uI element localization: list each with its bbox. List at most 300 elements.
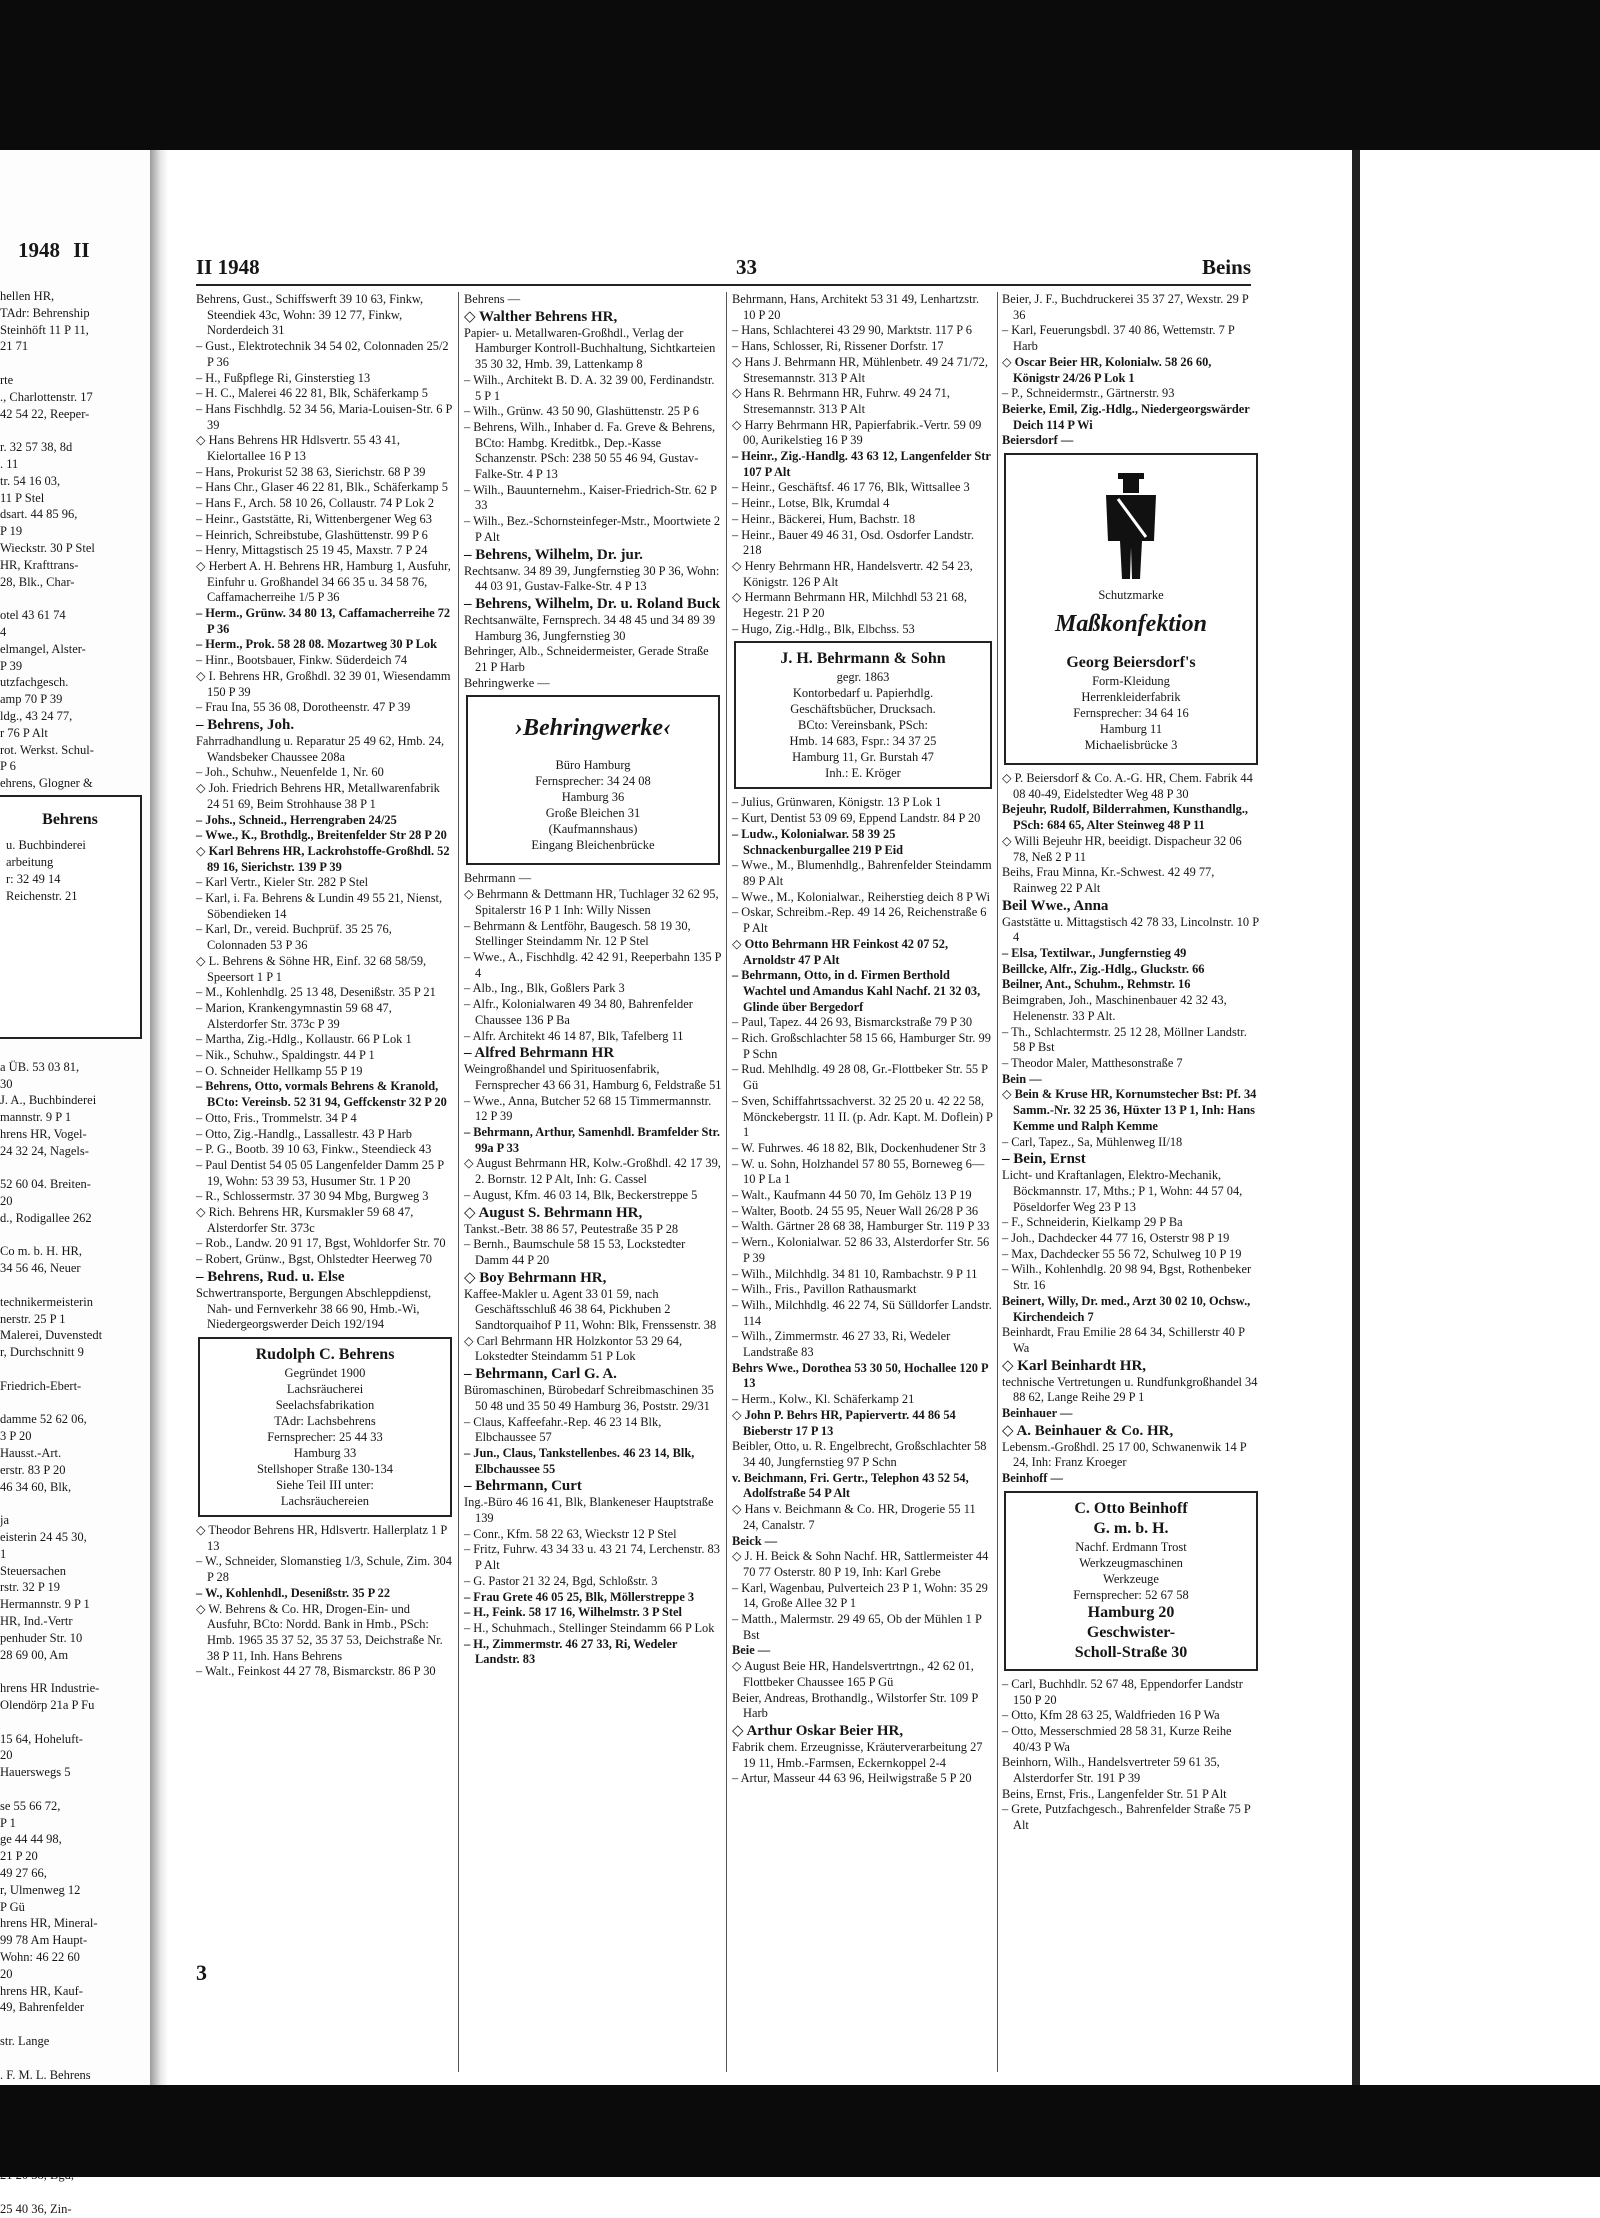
left-page-line: se 55 66 72, <box>0 1798 61 1813</box>
directory-entry: – Marion, Krankengymnastin 59 68 47, Alsterdorfer Str. 373c P 39 <box>196 1000 392 1031</box>
directory-entry: ◇ Oscar Beier HR, Kolonialw. 58 26 60, Königstr 24/26 P Lok 1 <box>1002 354 1212 385</box>
directory-entry: – Heinr., Gaststätte, Ri, Wittenbergener Weg 63 <box>196 511 432 526</box>
directory-entry: – H. C., Malerei 46 22 81, Blk, Schäferkamp 5 <box>196 386 428 401</box>
left-page-line <box>0 1781 148 1798</box>
directory-entry: – Rud. Mehlhdlg. 49 28 08, Gr.-Flottbeker Str. 55 P Gü <box>732 1062 988 1093</box>
column-divider <box>726 292 727 2072</box>
directory-entry: – P. G., Bootb. 39 10 63, Finkw., Steendieck 43 <box>196 1142 432 1157</box>
directory-entry: – Wern., Kolonialwar. 52 86 33, Alsterdorfer Str. 56 P 39 <box>732 1235 990 1265</box>
directory-entry: – Rob., Landw. 20 91 17, Bgst, Wohldorfer Str. 70 <box>196 1236 446 1251</box>
left-page-line: 28 69 00, Am <box>0 1647 69 1662</box>
left-page-line: amp 70 P 39 <box>0 692 63 707</box>
directory-entry: – Carl, Tapez., Sa, Mühlenweg II/18 <box>1002 1134 1183 1149</box>
column-1-entries-b <box>196 1523 454 1680</box>
left-page-line: HR, Krafttrans- <box>0 557 79 572</box>
ad-line: BCto: Vereinsbank, PSch: <box>798 718 928 733</box>
header-rule <box>196 284 1251 286</box>
left-page-line <box>0 1159 148 1176</box>
directory-entry: Tankst.-Betr. 38 86 57, Peutestraße 35 P 28 <box>464 1221 679 1236</box>
header-page-number: 33 <box>736 255 757 279</box>
directory-entry: – Grete, Putzfachgesch., Bahrenfelder Straße 75 P Alt <box>1002 1802 1251 1833</box>
directory-entry: – Walt., Kaufmann 44 50 70, Im Gehölz 13 P 19 <box>732 1188 972 1203</box>
left-page-line: 42 54 22, Reeper- <box>0 406 90 421</box>
left-page-line: HR, Ind.-Vertr <box>0 1614 73 1628</box>
column-1-entries <box>196 292 454 1333</box>
directory-entry: Beil Wwe., Anna <box>1002 897 1109 914</box>
left-page-line: Co m. b. H. HR, <box>0 1244 82 1259</box>
left-page-line: d., Rodigallee 262 <box>0 1210 92 1225</box>
directory-entry: – Otto, Fris., Trommelstr. 34 P 4 <box>196 1110 357 1125</box>
column-4-entries-b <box>1002 771 1260 1487</box>
page-header <box>196 255 1251 285</box>
directory-entry: – W. Fuhrwes. 46 18 82, Blk, Dockenhudener Str 3 <box>732 1140 986 1155</box>
left-page-line: 25 40 36, Zin- <box>0 2201 72 2216</box>
directory-entry: ◇ Hans Behrens HR Hdlsvertr. 55 43 41, Kielortallee 16 P 13 <box>196 433 400 464</box>
ad-beiersdorf-trademark: Schutzmarke <box>1098 588 1164 603</box>
directory-entry: ◇ Boy Behrmann HR, <box>464 1269 607 1286</box>
directory-entry: Ing.-Büro 46 16 41, Blk, Blankeneser Hauptstraße 139 <box>464 1495 714 1526</box>
left-page-line: Wohn: 46 22 60 <box>0 1949 80 1964</box>
left-page-line: nerstr. 25 P 1 <box>0 1311 66 1326</box>
directory-entry: – O. Schneider Hellkamp 55 P 19 <box>196 1063 363 1078</box>
directory-entry: – Behrens, Rud. u. Else <box>196 1268 345 1285</box>
left-page-line: hellen HR, <box>0 289 55 303</box>
ad-line: Fernsprecher: 25 44 33 <box>267 1430 383 1444</box>
left-page-line: 1 <box>0 1546 7 1561</box>
left-page-line: a ÜB. 53 03 81, <box>0 1059 80 1074</box>
left-page-line: rstr. 32 P 19 <box>0 1580 60 1595</box>
directory-entry: – Ludw., Kolonialwar. 58 39 25 Schnackenburgallee 219 P Eid <box>732 826 904 857</box>
directory-entry: – Bernh., Baumschule 58 15 53, Lockstedter Damm 44 P 20 <box>464 1237 686 1267</box>
directory-entry: – Walt., Feinkost 44 27 78, Bismarckstr. 86 P 30 <box>196 1664 436 1679</box>
ad-line: Form-Kleidung <box>1092 674 1170 689</box>
directory-entry: – Frau Ina, 55 36 08, Dorotheenstr. 47 P 39 <box>196 700 411 715</box>
left-page-line: 46 34 60, Blk, <box>0 1479 72 1494</box>
directory-entry: – Herm., Grünw. 34 80 13, Caffamacherreihe 72 P 36 <box>196 606 451 636</box>
directory-entry: – R., Schlossermstr. 37 30 94 Mbg, Burgweg 3 <box>196 1189 429 1204</box>
left-page-line: P 19 <box>0 524 23 539</box>
directory-entry: – Behrmann, Carl G. A. <box>464 1366 617 1383</box>
ad-rudolph-behrens <box>198 1337 452 1517</box>
ad-beiersdorf-lines <box>1012 673 1250 753</box>
directory-entry: Beinhorn, Wilh., Handelsvertreter 59 61 35, Alsterdorfer Str. 191 P 39 <box>1002 1755 1220 1786</box>
left-page-line <box>0 355 148 372</box>
directory-entry: v. Beichmann, Fri. Gertr., Telephon 43 52 54, Adolfstraße 54 P Alt <box>732 1470 969 1501</box>
left-box-line: r: 32 49 14 <box>6 872 61 886</box>
directory-entry: Licht- und Kraftanlagen, Elektro-Mechanik, Böckmannstr. 17, Mths.; P 1, Wohn: 44 57 04, Pöseldorfer Weg 23 P 13 <box>1002 1168 1243 1214</box>
left-page-line <box>0 1663 148 1680</box>
directory-entry: – Hans, Prokurist 52 38 63, Sierichstr. 68 P 39 <box>196 464 426 479</box>
directory-entry: ◇ Hans J. Behrmann HR, Mühlenbetr. 49 24 71/72, Stresemannstr. 313 P Alt <box>732 354 988 385</box>
directory-entry: – Karl Vertr., Kieler Str. 282 P Stel <box>196 875 369 890</box>
directory-entry: ◇ Hermann Behrmann HR, Milchhdl 53 21 68, Hegestr. 21 P 20 <box>732 590 967 621</box>
ad-line: Seelachsfabrikation <box>275 1398 375 1412</box>
directory-entry: Fahrradhandlung u. Reparatur 25 49 62, Hmb. 24, Wandsbeker Chaussee 208a <box>196 733 445 764</box>
directory-entry: – H., Schuhmach., Stellinger Steindamm 66 P Lok <box>464 1621 715 1635</box>
left-page-line: erstr. 83 P 20 <box>0 1462 66 1477</box>
directory-entry: ◇ Harry Behrmann HR, Papierfabrik.-Vertr. 59 09 00, Aurikelstieg 16 P 39 <box>732 417 982 448</box>
directory-entry: ◇ August Beie HR, Handelsvertrtngn., 42 62 01, Flottbeker Chaussee 165 P Gü <box>732 1659 974 1689</box>
directory-entry: Beilner, Ant., Schuhm., Rehmstr. 16 <box>1002 977 1191 992</box>
left-page-line: r. 32 57 38, 8d <box>0 440 73 455</box>
directory-entry: – Hans Fischhdlg. 52 34 56, Maria-Louisen-Str. 6 P 39 <box>196 401 452 432</box>
left-page-line: 21 71 <box>0 339 29 354</box>
left-page-line: damme 52 62 06, <box>0 1412 87 1427</box>
left-page-line: 20 <box>0 1966 13 1981</box>
left-page-line: 28, Blk., Char- <box>0 574 75 589</box>
directory-entry: – P., Schneidermstr., Gärtnerstr. 93 <box>1002 386 1175 401</box>
left-page-line <box>0 1495 148 1512</box>
directory-entry: Bejeuhr, Rudolf, Bilderrahmen, Kunsthandlg., PSch: 684 65, Alter Steinweg 48 P 11 <box>1002 802 1249 833</box>
directory-entry: Beick — <box>732 1533 778 1548</box>
directory-entry: – Elsa, Textilwar., Jungfernstieg 49 <box>1002 946 1187 961</box>
left-box-line: arbeitung <box>6 855 54 869</box>
ad-line: Eingang Bleichenbrücke <box>531 838 655 853</box>
directory-entry: – Matth., Malermstr. 29 49 65, Ob der Mühlen 1 P Bst <box>732 1612 982 1642</box>
ad-jh-title: J. H. Behrmann & Sohn <box>780 650 946 668</box>
directory-entry: – Wilh., Architekt B. D. A. 32 39 00, Ferdinandstr. 5 P 1 <box>464 372 715 403</box>
ad-line: Kontorbedarf u. Papierhdlg. <box>792 686 934 701</box>
ad-line: Büro Hamburg <box>555 758 631 773</box>
column-divider <box>458 292 459 2072</box>
directory-entry: – Behrens, Wilhelm, Dr. u. Roland Buck <box>464 595 721 612</box>
directory-entry: – Martha, Zig.-Hdlg., Kollaustr. 66 P Lok 1 <box>196 1032 412 1047</box>
directory-entry: – Herm., Kolw., Kl. Schäferkamp 21 <box>732 1392 915 1407</box>
directory-entry: ◇ Henry Behrmann HR, Handelsvertr. 42 54 23, Königstr. 126 P Alt <box>732 558 973 589</box>
ad-line: Stellshoper Straße 130-134 <box>256 1462 394 1476</box>
directory-entry: – Wwe., A., Fischhdlg. 42 42 91, Reeperbahn 135 P 4 <box>464 949 722 980</box>
ad-line: Fernsprecher: 52 67 58 <box>1073 1587 1189 1602</box>
left-page-line: tr. 54 16 03, <box>0 473 61 488</box>
directory-entry: ◇ Karl Beinhardt HR, <box>1002 1357 1147 1374</box>
directory-entry: ◇ Otto Behrmann HR Feinkost 42 07 52, Arnoldstr 47 P Alt <box>732 936 949 967</box>
ad-behringwerke <box>466 695 720 865</box>
directory-entry: – Herm., Prok. 58 28 08. Mozartweg 30 P Lok <box>196 637 438 652</box>
directory-entry: ◇ Joh. Friedrich Behrens HR, Metallwarenfabrik 24 51 69, Beim Strohhause 38 P 1 <box>196 781 440 811</box>
left-page-line: 20 <box>0 1194 13 1209</box>
directory-entry: ◇ Hans R. Behrmann HR, Fuhrw. 49 24 71, Stresemannstr. 313 P Alt <box>732 386 950 416</box>
directory-entry: – Wwe., K., Brothdlg., Breitenfelder Str 28 P 20 <box>196 828 447 843</box>
left-page-line: r 76 P Alt <box>0 725 48 740</box>
column-2 <box>464 292 722 2082</box>
directory-entry: – W. u. Sohn, Holzhandel 57 80 55, Borneweg 6—10 P La 1 <box>732 1156 985 1187</box>
left-page-line: Friedrich-Ebert- <box>0 1378 82 1393</box>
directory-entry: – Behrmann, Arthur, Samenhdl. Bramfelder Str. 99a P 33 <box>464 1125 720 1155</box>
left-page-line: TAdr: Behrenship <box>0 305 90 320</box>
directory-entry: Gaststätte u. Mittagstisch 42 78 33, Lincolnstr. 10 P 4 <box>1002 914 1259 945</box>
left-page-line: ldg., 43 24 77, <box>0 708 73 723</box>
directory-entry: – Wilh., Bez.-Schornsteinfeger-Mstr., Moortwiete 2 P Alt <box>464 514 721 544</box>
left-page-line: eisterin 24 45 30, <box>0 1530 87 1545</box>
left-page-line: mannstr. 9 P 1 <box>0 1110 72 1125</box>
directory-entry: – Frau Grete 46 05 25, Blk, Möllerstreppe 3 <box>464 1589 695 1604</box>
ad-line: Herrenkleiderfabrik <box>1081 690 1181 705</box>
directory-entry: – Paul, Tapez. 44 26 93, Bismarckstraße 79 P 30 <box>732 1015 973 1030</box>
ad-line: Hamburg 33 <box>293 1446 357 1460</box>
left-page-line <box>0 2016 148 2033</box>
column-3 <box>732 292 994 2082</box>
directory-entry: – Alfr., Kolonialwaren 49 34 80, Bahrenfelder Chaussee 136 P Ba <box>464 997 693 1027</box>
directory-entry: Beier, Andreas, Brothandlg., Wilstorfer Str. 109 P Harb <box>732 1690 978 1721</box>
ad-line: Nachf. Erdmann Trost <box>1075 1539 1187 1554</box>
directory-entry: Weingroßhandel und Spirituosenfabrik, Fernsprecher 43 66 31, Hamburg 6, Feldstraße 51 <box>464 1062 722 1092</box>
ad-line: Hamburg 20 <box>1087 1603 1175 1621</box>
directory-entry: Behringwerke — <box>464 675 550 690</box>
directory-page <box>168 150 1352 2085</box>
directory-entry: – Otto, Messerschmied 28 58 31, Kurze Reihe 40/43 P Wa <box>1002 1723 1232 1754</box>
directory-entry: ◇ J. H. Beick & Sohn Nachf. HR, Sattlermeister 44 70 77 Osterstr. 80 P 19, Inh: Karl Grebe <box>732 1549 989 1579</box>
directory-entry: – Wilh., Fris., Pavillon Rathausmarkt <box>732 1282 917 1297</box>
ad-line: (Kaufmannshaus) <box>548 822 638 837</box>
directory-entry: – M., Kohlenhdlg. 25 13 48, Desenißstr. 35 P 21 <box>196 985 436 1000</box>
ad-line: gegr. 1863 <box>836 670 890 685</box>
directory-entry: – Karl, Feuerungsbdl. 37 40 86, Wettemstr. 7 P Harb <box>1002 323 1235 354</box>
directory-entry: – Karl, i. Fa. Behrens & Lundin 49 55 21, Nienst, Söbendieken 14 <box>196 891 443 921</box>
directory-entry: – Heinr., Geschäftsf. 46 17 76, Blk, Wittsallee 3 <box>732 480 970 495</box>
directory-entry: Behrmann — <box>464 871 532 886</box>
left-page-line: P 6 <box>0 759 16 774</box>
scanner-border-top <box>0 0 1600 150</box>
left-box-lines <box>0 837 140 905</box>
directory-entry: ◇ Hans v. Beichmann & Co. HR, Drogerie 55 11 24, Canalstr. 7 <box>732 1502 976 1532</box>
directory-entry: – Max, Dachdecker 55 56 72, Schulweg 10 P 19 <box>1002 1246 1242 1261</box>
directory-entry: – Johs., Schneid., Herrengraben 24/25 <box>196 812 397 827</box>
left-page-line: hrens HR, Kauf- <box>0 1983 83 1998</box>
directory-entry: – Kurt, Dentist 53 09 69, Eppend Landstr. 84 P 20 <box>732 811 981 826</box>
left-page-line: r, Durchschnitt 9 <box>0 1345 84 1360</box>
directory-entry: ◇ Theodor Behrens HR, Hdlsvertr. Hallerplatz 1 P 13 <box>196 1523 447 1553</box>
ad-line: Große Bleichen 31 <box>545 806 641 821</box>
ad-beiersdorf-title: Georg Beiersdorf's <box>1066 654 1196 672</box>
directory-entry: – Karl, Wagenbau, Pulverteich 23 P 1, Wohn: 35 29 14, Große Allee 32 P 1 <box>732 1580 988 1611</box>
directory-entry: Büromaschinen, Bürobedarf Schreibmaschinen 35 50 48 und 35 50 49 Hamburg 36, Poststr. 29/31 <box>464 1383 714 1413</box>
left-page-line: 34 56 46, Neuer <box>0 1261 81 1276</box>
directory-entry: Beinhardt, Frau Emilie 28 64 34, Schillerstr 40 P Wa <box>1002 1325 1245 1355</box>
left-page-line: Steinhöft 11 P 11, <box>0 322 89 337</box>
left-page-line <box>0 422 148 439</box>
directory-entry: – Wwe., M., Kolonialwar., Reiherstieg deich 8 P Wi <box>732 889 991 904</box>
directory-entry: – Alfred Behrmann HR <box>464 1045 615 1062</box>
directory-entry: ◇ Behrmann & Dettmann HR, Tuchlager 32 62 95, Spitalerstr 16 P 1 Inh: Willy Nissen <box>464 887 719 917</box>
left-page-line: str. Lange <box>0 2033 50 2048</box>
left-page-line: P Gü <box>0 1899 25 1914</box>
left-page-line: J. A., Buchbinderei <box>0 1093 97 1108</box>
directory-entry: – Heinr., Zig.-Handlg. 43 63 12, Langenfelder Str 107 P Alt <box>732 449 991 479</box>
directory-entry: – Joh., Dachdecker 44 77 16, Osterstr 98 P 19 <box>1002 1231 1230 1246</box>
left-page-line <box>0 1227 148 1244</box>
directory-entry: – Artur, Masseur 44 63 96, Heilwigstraße 5 P 20 <box>732 1771 972 1786</box>
directory-entry: ◇ Bein & Kruse HR, Kornumstecher Bst: Pf. 34 Samm.-Nr. 32 25 36, Hüxter 13 P 1, Inh: Hans Kemme und Ralph Kemme <box>1002 1087 1257 1133</box>
ad-line: Scholl-Straße 30 <box>1074 1643 1188 1661</box>
left-page-line: 99 78 Am Haupt- <box>0 1933 88 1948</box>
directory-entry: ◇ A. Beinhauer & Co. HR, <box>1002 1422 1174 1439</box>
directory-entry: ◇ L. Behrens & Söhne HR, Einf. 32 68 58/59, Speersort 1 P 1 <box>196 953 427 984</box>
left-page-line: . F. M. L. Behrens <box>0 2067 91 2082</box>
left-page-line: . 11 <box>0 456 19 471</box>
column-divider <box>997 292 998 2072</box>
ad-line: Werkzeugmaschinen <box>1079 1555 1183 1570</box>
ad-line: Hmb. 14 683, Fspr.: 34 37 25 <box>789 734 937 749</box>
left-page-header <box>18 238 90 263</box>
directory-entry: – Behrmann, Otto, in d. Firmen Berthold Wachtel und Amandus Kahl Nachf. 21 32 03, Glinde über Bergedorf <box>732 968 981 1014</box>
directory-entry: – W., Kohlenhdl., Desenißstr. 35 P 22 <box>196 1585 391 1600</box>
left-page-line <box>0 2050 148 2067</box>
directory-entry: Rechtsanwälte, Fernsprech. 34 48 45 und 34 89 39 Hamburg 36, Jungfernstieg 30 <box>464 612 716 643</box>
directory-entry: – Otto, Kfm 28 63 25, Waldfrieden 16 P Wa <box>1002 1708 1220 1723</box>
left-page-line <box>0 2184 148 2201</box>
ad-beinhoff-big-lines <box>1010 1603 1252 1663</box>
book-gutter <box>150 150 168 2085</box>
directory-entry: – Paul Dentist 54 05 05 Langenfelder Damm 25 P 19, Wohn: 53 39 53, Husumer Str. 1 P 20 <box>196 1157 444 1188</box>
ad-line: TAdr: Lachsbehrens <box>274 1414 376 1428</box>
directory-entry: ◇ John P. Behrs HR, Papiervertr. 44 86 54 Bieberstr 17 P 13 <box>732 1407 956 1438</box>
column-4-entries <box>1002 292 1260 449</box>
left-page-line: 52 60 04. Breiten- <box>0 1177 91 1192</box>
left-page-line: ja <box>0 1513 10 1528</box>
ad-behringwerke-lines <box>474 757 712 853</box>
scanner-border-bottom <box>0 2085 1600 2177</box>
directory-entry: – Wilh., Zimmermstr. 46 27 33, Ri, Wedeler Landstraße 83 <box>732 1329 951 1360</box>
left-page-line: hrens HR, Vogel- <box>0 1126 87 1141</box>
directory-entry: – G. Pastor 21 32 24, Bgd, Schloßstr. 3 <box>464 1573 658 1588</box>
left-page-line: 11 P Stel <box>0 490 45 505</box>
directory-entry: Fabrik chem. Erzeugnisse, Kräuterverarbeitung 27 19 11, Hmb.-Farmsen, Eckernkoppel 2-4 <box>732 1739 983 1770</box>
directory-entry: – Heinrich, Schreibstube, Glashüttenstr. 99 P 6 <box>196 527 428 542</box>
directory-entry: – Julius, Grünwaren, Königstr. 13 P Lok 1 <box>732 795 942 810</box>
column-3-entries <box>732 292 994 637</box>
ad-beinhoff-title: C. Otto Beinhoff <box>1074 1499 1188 1517</box>
directory-entry: – Karl, Dr., vereid. Buchprüf. 35 25 76, Colonnaden 53 P 36 <box>196 922 392 953</box>
column-3-entries-b <box>732 795 994 1787</box>
ad-line: Fernsprecher: 34 64 16 <box>1073 706 1189 721</box>
directory-entry: – Th., Schlachtermstr. 25 12 28, Möllner Landstr. 58 P Bst <box>1002 1024 1247 1055</box>
directory-entry: – Walth. Gärtner 28 68 38, Hamburger Str. 119 P 33 <box>732 1219 990 1234</box>
directory-entry: – Hans, Schlachterei 43 29 90, Marktstr. 117 P 6 <box>732 323 972 338</box>
left-page-line: 20 <box>0 1748 13 1763</box>
directory-entry: – Wwe., M., Blumenhdlg., Bahrenfelder Steindamm 89 P Alt <box>732 858 992 888</box>
directory-entry: – Hans, Schlosser, Ri, Rissener Dorfstr. 17 <box>732 339 944 354</box>
ad-rudolph-title: Rudolph C. Behrens <box>255 1346 395 1363</box>
directory-entry: – Oskar, Schreibm.-Rep. 49 14 26, Reichenstraße 6 P Alt <box>732 905 987 936</box>
directory-entry: ◇ Arthur Oskar Beier HR, <box>732 1722 904 1739</box>
directory-entry: ◇ Herbert A. H. Behrens HR, Hamburg 1, Ausfuhr, Einfuhr u. Großhandel 34 66 35 u. 34 58 76, Caffamacherreihe 1/5 P 36 <box>196 558 451 605</box>
directory-entry: – Fritz, Fuhrw. 43 34 33 u. 43 21 74, Lerchenstr. 83 P Alt <box>464 1542 720 1573</box>
directory-entry: – Hinr., Bootsbauer, Finkw. Süderdeich 74 <box>196 653 408 668</box>
left-page-line: 24 32 24, Nagels- <box>0 1143 89 1158</box>
ad-line: Lachsräuchereien <box>280 1494 370 1508</box>
directory-entry: – Wilh., Milchhdlg. 46 22 74, Sü Sülldorfer Landstr. 114 <box>732 1297 992 1328</box>
ad-line: Siehe Teil III unter: <box>276 1478 374 1492</box>
directory-entry: ◇ I. Behrens HR, Großhdl. 32 39 01, Wiesendamm 150 P 39 <box>196 668 451 699</box>
left-page-line <box>0 590 148 607</box>
ad-beiersdorf <box>1004 453 1258 765</box>
directory-entry: – Conr., Kfm. 58 22 63, Wieckstr 12 P Stel <box>464 1526 677 1541</box>
left-page-line: 30 <box>0 1076 13 1091</box>
directory-entry: Behrmann, Hans, Architekt 53 31 49, Lenhartzstr. 10 P 20 <box>732 292 980 322</box>
directory-entry: ◇ August Behrmann HR, Kolw.-Großhdl. 42 17 39, 2. Bornstr. 12 P Alt, Inh: G. Cassel <box>464 1156 721 1187</box>
left-page-line: technikermeisterin <box>0 1294 94 1309</box>
header-volume-year: II 1948 <box>196 255 260 279</box>
directory-entry: ◇ Carl Behrmann HR Holzkontor 53 29 64, Lokstedter Steindamm 51 P Lok <box>464 1333 683 1364</box>
left-page-line: 49, Bahrenfelder <box>0 2000 84 2015</box>
directory-entry: Behringer, Alb., Schneidermeister, Gerade Straße 21 P Harb <box>464 644 709 675</box>
left-page-line <box>0 1395 148 1412</box>
left-page-line: hrens HR, Mineral- <box>0 1916 98 1931</box>
directory-entry: – Claus, Kaffeefahr.-Rep. 46 23 14 Blk, Elbchaussee 57 <box>464 1414 662 1445</box>
column-4-entries-c <box>1002 1677 1260 1834</box>
left-page-line: 3 P 20 <box>0 1429 32 1444</box>
ad-rudolph-lines <box>204 1365 446 1509</box>
left-page-line: dsart. 44 85 96, <box>0 507 78 522</box>
directory-entry: Behrens — <box>464 292 521 306</box>
ad-line: Michaelisbrücke 3 <box>1084 738 1178 753</box>
page-footer-number: 3 <box>196 1960 207 1985</box>
left-page-line: r, Ulmenweg 12 <box>0 1882 81 1897</box>
left-box-title: Behrens <box>42 811 98 828</box>
directory-entry: Beihs, Frau Minna, Kr.-Schwest. 42 49 77, Rainweg 22 P Alt <box>1002 865 1215 895</box>
column-1 <box>196 292 454 2082</box>
directory-entry: – Sven, Schiffahrtssachverst. 32 25 20 u. 42 22 58, Mönckebergstr. 11 II. (p. Adr. Kapt. M. Doflein) P 1 <box>732 1093 993 1140</box>
directory-entry: – Bein, Ernst <box>1002 1151 1086 1168</box>
left-box-line: u. Buchbinderei <box>6 838 86 852</box>
ad-beiersdorf-script: Maßkonfektion <box>1054 611 1207 638</box>
ad-beinhoff-lines <box>1010 1539 1252 1603</box>
left-page-line: otel 43 61 74 <box>0 608 66 623</box>
directory-entry: – Heinr., Bäckerei, Hum, Bachstr. 18 <box>732 511 916 526</box>
directory-entry: – Hans F., Arch. 58 10 26, Collaustr. 74 P Lok 2 <box>196 496 435 511</box>
directory-entry: – Henry, Mittagstisch 25 19 45, Maxstr. 7 P 24 <box>196 543 428 558</box>
directory-entry: Behrens, Gust., Schiffswerft 39 10 63, Finkw, Steendiek 43c, Wohn: 39 12 77, Finkw, Norderdeich 31 <box>196 292 424 338</box>
directory-entry: ◇ Karl Behrens HR, Lackrohstoffe-Großhdl. 52 89 16, Sierichstr. 139 P 39 <box>196 843 450 874</box>
directory-entry: – Heinr., Lotse, Blk, Krumdal 4 <box>732 496 890 511</box>
directory-entry: Behrs Wwe., Dorothea 53 30 50, Hochallee 120 P 13 <box>732 1360 988 1391</box>
directory-entry: – H., Feink. 58 17 16, Wilhelmstr. 3 P Stel <box>464 1605 682 1620</box>
ad-line: Hamburg 36 <box>561 790 625 805</box>
left-box-line: Reichenstr. 21 <box>6 889 78 903</box>
left-page-lines <box>0 288 148 2218</box>
directory-entry: Beinhauer — <box>1002 1406 1073 1421</box>
directory-entry: Beinhoff — <box>1002 1471 1063 1486</box>
directory-entry: Papier- u. Metallwaren-Großhdl., Verlag der Hamburger Kontroll-Buchhaltung, Sichtkarteien 35 30 32, Hmb. 39, Lattenkamp 8 <box>464 325 716 372</box>
directory-entry: – Hans Chr., Glaser 46 22 81, Blk., Schäferkamp 5 <box>196 480 448 495</box>
ad-jh-lines <box>740 669 986 781</box>
directory-entry: – Heinr., Bauer 49 46 31, Osd. Osdorfer Landstr. 218 <box>732 527 974 558</box>
left-page-line: Malerei, Duvenstedt <box>0 1328 103 1343</box>
directory-entry: Rechtsanw. 34 89 39, Jungfernstieg 30 P 36, Wohn: 44 03 91, Gustav-Falke-Str. 4 P 13 <box>464 563 720 594</box>
directory-entry: – Behrmann & Lentföhr, Baugesch. 58 19 30, Stellinger Steindamm Nr. 12 P Stel <box>464 918 691 949</box>
directory-entry: Beimgraben, Joh., Maschinenbauer 42 32 43, Helenenstr. 33 P Alt. <box>1002 993 1227 1023</box>
left-page-line: ehrens, Glogner & <box>0 776 93 791</box>
directory-entry: Beillcke, Alfr., Zig.-Hdlg., Gluckstr. 66 <box>1002 961 1205 976</box>
ad-line: Hamburg 11 <box>1099 722 1163 737</box>
left-page-line: ge 44 44 98, <box>0 1832 62 1847</box>
directory-entry: Beibler, Otto, u. R. Engelbrecht, Großschlachter 58 34 40, Jungfernstieg 97 P Schn <box>732 1439 987 1469</box>
left-page-line: utzfachgesch. <box>0 675 69 690</box>
left-page-line <box>0 1714 148 1731</box>
left-page-ad-box <box>0 795 142 1039</box>
directory-entry: – Carl, Buchhdlr. 52 67 48, Eppendorfer Landstr 150 P 20 <box>1002 1676 1243 1707</box>
ad-line: Inh.: E. Kröger <box>825 766 901 781</box>
directory-entry: – Alfr. Architekt 46 14 87, Blk, Tafelberg 11 <box>464 1028 684 1043</box>
left-header-year: 1948 <box>18 238 60 262</box>
directory-entry: – Joh., Schuhw., Neuenfelde 1, Nr. 60 <box>196 765 384 780</box>
directory-entry: Beier, J. F., Buchdruckerei 35 37 27, Wexstr. 29 P 36 <box>1002 292 1249 322</box>
left-page-line: penhuder Str. 10 <box>0 1630 83 1645</box>
ad-line: Lachsräucherei <box>286 1382 364 1396</box>
left-page-line: Steuersachen <box>0 1563 66 1578</box>
directory-entry: – Gust., Elektrotechnik 34 54 02, Colonnaden 25/2 P 36 <box>196 339 449 369</box>
directory-entry: – Otto, Zig.-Handlg., Lassallestr. 43 P Harb <box>196 1126 413 1141</box>
